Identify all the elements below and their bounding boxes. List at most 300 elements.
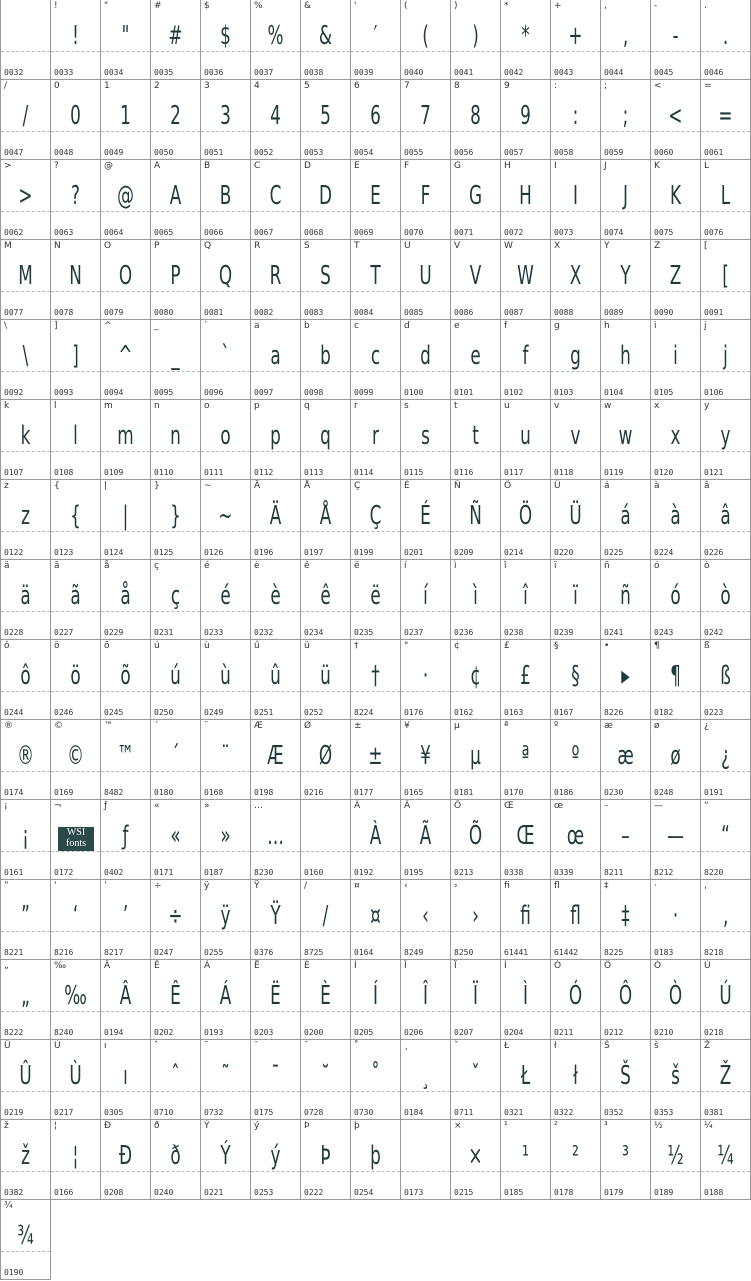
char-code: 0175: [254, 1108, 274, 1117]
glyph-cell: [201, 880, 251, 960]
char-code: 0732: [204, 1108, 224, 1117]
char-label: t: [454, 401, 458, 411]
glyph-sample: õ: [120, 661, 131, 691]
char-label: Ô: [604, 961, 612, 971]
glyph-sample: Ê: [170, 981, 181, 1011]
glyph-cell: [451, 880, 501, 960]
glyph-sample: à: [670, 501, 681, 531]
char-code: 8220: [704, 868, 724, 877]
glyph-cell: [701, 560, 751, 640]
char-label: <: [654, 81, 662, 91]
char-code: 0402: [104, 868, 124, 877]
char-label: ˇ: [454, 1041, 459, 1051]
char-code: 0730: [354, 1108, 374, 1117]
char-code: 0206: [404, 1028, 424, 1037]
glyph-cell: [451, 800, 501, 880]
char-code: 0165: [404, 788, 424, 797]
glyph-cell: [101, 80, 151, 160]
glyph-cell: [401, 1120, 451, 1200]
glyph-sample: Õ: [468, 821, 483, 851]
glyph-sample: ±: [368, 741, 383, 771]
glyph-cell: [1, 320, 51, 400]
char-code: 8250: [454, 948, 474, 957]
char-label: »: [204, 801, 210, 811]
char-label: Ý: [204, 1121, 210, 1131]
char-code: 0059: [604, 148, 624, 157]
char-label: Þ: [304, 1121, 310, 1131]
glyph-sample: è: [270, 581, 281, 611]
char-label: 8: [454, 81, 460, 91]
char-code: 0173: [404, 1188, 424, 1197]
char-code: 0241: [604, 628, 624, 637]
char-code: 0110: [154, 468, 174, 477]
glyph-sample: ï: [573, 581, 578, 611]
char-label: J: [604, 161, 607, 171]
glyph-sample: ¤: [370, 901, 381, 931]
char-code: 0086: [454, 308, 474, 317]
char-label: ˘: [304, 1041, 309, 1051]
char-label: R: [254, 241, 261, 251]
glyph-cell: [701, 400, 751, 480]
glyph-cell: [601, 480, 651, 560]
char-label: -: [654, 1, 658, 11]
char-code: 0074: [604, 228, 624, 237]
char-label: Ł: [504, 1041, 510, 1051]
char-code: 0075: [654, 228, 674, 237]
char-code: 0108: [54, 468, 74, 477]
glyph-cell: [601, 720, 651, 800]
glyph-sample: K: [669, 181, 682, 211]
glyph-cell: [351, 800, 401, 880]
char-label: i: [654, 321, 657, 331]
glyph-sample: Æ: [267, 741, 284, 771]
char-code: 0056: [454, 148, 474, 157]
char-label: õ: [104, 641, 110, 651]
char-code: 8482: [104, 788, 124, 797]
char-label: å: [104, 561, 110, 571]
glyph-cell: [1, 80, 51, 160]
char-code: 0199: [354, 548, 374, 557]
char-code: 0085: [404, 308, 424, 317]
char-label: ³: [604, 1121, 608, 1131]
baseline-guide: [51, 851, 100, 852]
char-label: ¿: [704, 721, 709, 731]
char-label: ¤: [354, 881, 360, 891]
glyph-cell: [251, 480, 301, 560]
glyph-sample: C: [269, 181, 282, 211]
glyph-sample: È: [320, 981, 331, 1011]
char-label: C: [254, 161, 261, 171]
glyph-cell: [151, 80, 201, 160]
glyph-sample: ç: [170, 581, 181, 611]
char-label: T: [354, 241, 360, 251]
glyph-sample: %: [267, 21, 284, 51]
glyph-sample: _: [171, 341, 180, 371]
char-label: ¬: [54, 801, 62, 811]
glyph-sample: “: [721, 821, 730, 851]
char-code: 0097: [254, 388, 274, 397]
char-code: 0096: [204, 388, 224, 397]
glyph-cell: [501, 1040, 551, 1120]
char-label: ƒ: [104, 801, 108, 811]
glyph-cell: [301, 80, 351, 160]
char-code: 0084: [354, 308, 374, 317]
char-label: _: [154, 321, 159, 331]
glyph-cell: [101, 1120, 151, 1200]
char-code: 0235: [354, 628, 374, 637]
char-label: n: [154, 401, 160, 411]
glyph-sample: ": [121, 21, 130, 51]
glyph-cell: [501, 0, 551, 80]
char-label: Ü: [554, 481, 561, 491]
char-code: 0082: [254, 308, 274, 317]
char-label: Ù: [54, 1041, 61, 1051]
glyph-cell: [601, 1040, 651, 1120]
glyph-cell: [701, 640, 751, 720]
char-label: —: [654, 801, 663, 811]
glyph-sample: –: [621, 821, 630, 851]
char-label: æ: [604, 721, 613, 731]
glyph-sample: \: [22, 341, 29, 371]
glyph-cell: [351, 240, 401, 320]
glyph-cell: [651, 0, 701, 80]
glyph-sample: 5: [320, 101, 331, 131]
char-label: ^: [104, 321, 112, 331]
char-label: %: [254, 1, 263, 11]
char-label: ;: [604, 81, 608, 91]
glyph-cell: [501, 160, 551, 240]
glyph-cell: [501, 640, 551, 720]
char-code: 0194: [104, 1028, 124, 1037]
glyph-cell: [401, 240, 451, 320]
glyph-sample: v: [570, 421, 581, 451]
glyph-sample: æ: [617, 741, 634, 771]
char-label: $: [204, 1, 210, 11]
glyph-sample: q: [320, 421, 331, 451]
glyph-cell: [151, 720, 201, 800]
glyph-cell: [101, 160, 151, 240]
char-code: 0160: [304, 868, 324, 877]
char-label: ‹: [404, 881, 408, 891]
glyph-sample: i: [673, 341, 678, 371]
glyph-sample: »: [220, 821, 231, 851]
char-label: â: [704, 481, 710, 491]
glyph-sample: ˜: [221, 1061, 230, 1091]
char-label: Á: [204, 961, 211, 971]
glyph-sample: ú: [170, 661, 181, 691]
char-code: 0114: [354, 468, 374, 477]
char-code: 0193: [204, 1028, 224, 1037]
char-code: 0191: [704, 788, 724, 797]
glyph-cell: [651, 400, 701, 480]
char-code: 0180: [154, 788, 174, 797]
char-label: ¥: [404, 721, 410, 731]
glyph-sample: á: [620, 501, 631, 531]
glyph-cell: [51, 720, 101, 800]
glyph-sample: ô: [20, 661, 31, 691]
glyph-cell: [551, 400, 601, 480]
glyph-sample: ü: [320, 661, 331, 691]
glyph-sample: —: [667, 821, 684, 851]
glyph-cell: [1, 1120, 51, 1200]
char-label: v: [554, 401, 560, 411]
glyph-sample: `: [221, 341, 230, 371]
char-label: fi: [504, 881, 510, 891]
glyph-cell: [201, 0, 251, 80]
char-label: c: [354, 321, 359, 331]
glyph-cell: [1, 720, 51, 800]
char-label: ¨: [204, 721, 209, 731]
char-label: Î: [404, 961, 407, 971]
glyph-cell: [51, 160, 101, 240]
char-label: ˆ: [154, 1041, 159, 1051]
char-label: ë: [354, 561, 360, 571]
glyph-sample: œ: [566, 821, 585, 851]
char-code: 0118: [554, 468, 574, 477]
glyph-sample: fl: [570, 901, 581, 931]
glyph-cell: [151, 480, 201, 560]
glyph-sample: ë: [370, 581, 381, 611]
glyph-cell: [151, 1040, 201, 1120]
glyph-sample: T: [370, 261, 381, 291]
glyph-sample: r: [372, 421, 379, 451]
glyph-cell: [251, 720, 301, 800]
glyph-cell: [401, 800, 451, 880]
glyph-sample: «: [170, 821, 181, 851]
glyph-cell: [101, 0, 151, 80]
glyph-cell: [201, 1040, 251, 1120]
glyph-sample: ′: [373, 21, 378, 51]
glyph-sample: ł: [573, 1061, 578, 1091]
glyph-sample: Þ: [320, 1141, 331, 1171]
char-label: u: [504, 401, 510, 411]
char-label: ": [104, 1, 109, 11]
char-code: 0112: [254, 468, 274, 477]
char-label: Ä: [254, 481, 261, 491]
char-label: ¯: [254, 1041, 259, 1051]
glyph-sample: ò: [720, 581, 731, 611]
char-code: 0181: [454, 788, 474, 797]
glyph-cell: [651, 160, 701, 240]
glyph-sample: ;: [622, 101, 629, 131]
glyph-cell: [301, 320, 351, 400]
char-label: B: [204, 161, 211, 171]
char-label: £: [504, 641, 510, 651]
char-label: ł: [554, 1041, 557, 1051]
glyph-sample: ¸: [421, 1061, 430, 1091]
char-code: 0123: [54, 548, 74, 557]
char-label: ’: [104, 881, 107, 891]
char-code: 0200: [304, 1028, 324, 1037]
glyph-sample: <: [668, 101, 683, 131]
glyph-sample: ^: [118, 341, 133, 371]
char-label: z: [4, 481, 9, 491]
glyph-sample: ™: [117, 741, 134, 771]
glyph-sample: fi: [520, 901, 531, 931]
char-code: 0113: [304, 468, 324, 477]
char-code: 0048: [54, 148, 74, 157]
glyph-cell: [601, 0, 651, 80]
char-label: a: [254, 321, 260, 331]
glyph-cell: [251, 160, 301, 240]
char-label: º: [554, 721, 559, 731]
char-code: 0230: [604, 788, 624, 797]
glyph-cell: [51, 0, 101, 80]
glyph-cell: [251, 560, 301, 640]
glyph-cell: [251, 80, 301, 160]
char-label: L: [704, 161, 710, 171]
char-code: 0094: [104, 388, 124, 397]
char-label: Ë: [254, 961, 260, 971]
glyph-sample: Û: [19, 1061, 32, 1091]
glyph-sample: Ë: [270, 981, 281, 1011]
char-code: 0083: [304, 308, 324, 317]
glyph-sample: ˇ: [471, 1061, 480, 1091]
glyph-sample: f: [522, 341, 529, 371]
glyph-sample: ¦: [72, 1141, 79, 1171]
glyph-cell: [351, 320, 401, 400]
glyph-sample: ‰: [64, 981, 87, 1011]
glyph-cell: [301, 160, 351, 240]
glyph-cell: [301, 560, 351, 640]
char-code: 0219: [4, 1108, 24, 1117]
char-code: 0070: [404, 228, 424, 237]
glyph-cell: [701, 240, 751, 320]
glyph-cell: [651, 1120, 701, 1200]
char-code: 0321: [504, 1108, 524, 1117]
glyph-cell: [301, 720, 351, 800]
char-label: Ú: [704, 961, 711, 971]
glyph-cell: [151, 880, 201, 960]
char-label: ª: [504, 721, 509, 731]
char-label: ×: [454, 1121, 462, 1131]
glyph-cell: [651, 960, 701, 1040]
char-label: O: [104, 241, 112, 251]
glyph-sample: !: [72, 21, 79, 51]
glyph-sample: H: [519, 181, 532, 211]
char-code: 8218: [704, 948, 724, 957]
glyph-cell: [301, 960, 351, 1040]
glyph-cell: [151, 240, 201, 320]
char-label: (: [404, 1, 408, 11]
glyph-cell: [101, 640, 151, 720]
glyph-sample: Å: [319, 501, 332, 531]
char-label: †: [354, 641, 359, 651]
glyph-cell: [551, 1120, 601, 1200]
char-code: 0169: [54, 788, 74, 797]
char-label: ç: [154, 561, 159, 571]
char-label: Œ: [504, 801, 514, 811]
char-code: 61441: [504, 948, 529, 957]
glyph-sample: û: [270, 661, 281, 691]
char-label: Í: [354, 961, 357, 971]
glyph-sample: A: [169, 181, 182, 211]
char-code: 0205: [354, 1028, 374, 1037]
char-code: 0042: [504, 68, 524, 77]
char-code: 0198: [254, 788, 274, 797]
glyph-cell: [651, 800, 701, 880]
char-code: 0179: [604, 1188, 624, 1197]
char-code: 0249: [204, 708, 224, 717]
char-code: 0078: [54, 308, 74, 317]
char-label: é: [204, 561, 210, 571]
char-label: ¶: [654, 641, 660, 651]
char-code: 0100: [404, 388, 424, 397]
char-label: *: [504, 1, 509, 11]
glyph-cell: [51, 80, 101, 160]
char-code: 0049: [104, 148, 124, 157]
char-code: 0115: [404, 468, 424, 477]
glyph-cell: [451, 1120, 501, 1200]
glyph-sample: ‹: [422, 901, 429, 931]
char-label: @: [104, 161, 113, 171]
char-label: œ: [554, 801, 564, 811]
glyph-cell: [551, 960, 601, 1040]
glyph-cell: [301, 640, 351, 720]
glyph-cell: [201, 480, 251, 560]
glyph-cell: [451, 160, 501, 240]
char-label: Û: [4, 1041, 11, 1051]
glyph-sample: .: [722, 21, 729, 51]
glyph-sample: =: [718, 101, 733, 131]
char-label: m: [104, 401, 113, 411]
glyph-cell: [551, 0, 601, 80]
char-code: 0036: [204, 68, 224, 77]
char-label: ¾: [4, 1201, 13, 1211]
glyph-sample: &: [318, 21, 333, 51]
glyph-cell: [701, 800, 751, 880]
glyph-cell: [501, 720, 551, 800]
glyph-sample: ”: [21, 901, 30, 931]
glyph-cell: [151, 320, 201, 400]
char-code: 0076: [704, 228, 724, 237]
glyph-cell: [351, 160, 401, 240]
glyph-sample: Ï: [473, 981, 478, 1011]
glyph-cell: [201, 560, 251, 640]
char-label: ô: [4, 641, 10, 651]
glyph-sample: ~: [218, 501, 233, 531]
glyph-sample: ¼: [717, 1141, 734, 1171]
glyph-cell: [251, 880, 301, 960]
char-label: #: [154, 1, 162, 11]
glyph-cell: [101, 720, 151, 800]
char-code: 0322: [554, 1108, 574, 1117]
char-label: û: [254, 641, 260, 651]
glyph-cell: [51, 800, 101, 880]
glyph-cell: [351, 720, 401, 800]
glyph-cell: [351, 400, 401, 480]
glyph-sample: ì: [473, 581, 478, 611]
glyph-sample: ˚: [371, 1061, 380, 1091]
char-label: ò: [704, 561, 710, 571]
glyph-cell: [51, 560, 101, 640]
glyph-cell: [151, 800, 201, 880]
char-label: A: [154, 161, 161, 171]
glyph-cell: [501, 880, 551, 960]
char-code: 0064: [104, 228, 124, 237]
glyph-sample: ž: [21, 1141, 30, 1171]
glyph-sample: Œ: [516, 821, 535, 851]
char-code: 0121: [704, 468, 724, 477]
char-code: 0050: [154, 148, 174, 157]
char-label: ¦: [54, 1121, 58, 1131]
glyph-cell: [551, 480, 601, 560]
char-code: 8221: [4, 948, 24, 957]
glyph-cell: [351, 1040, 401, 1120]
char-code: 0105: [654, 388, 674, 397]
char-label: ~: [204, 481, 212, 491]
glyph-cell: [401, 720, 451, 800]
